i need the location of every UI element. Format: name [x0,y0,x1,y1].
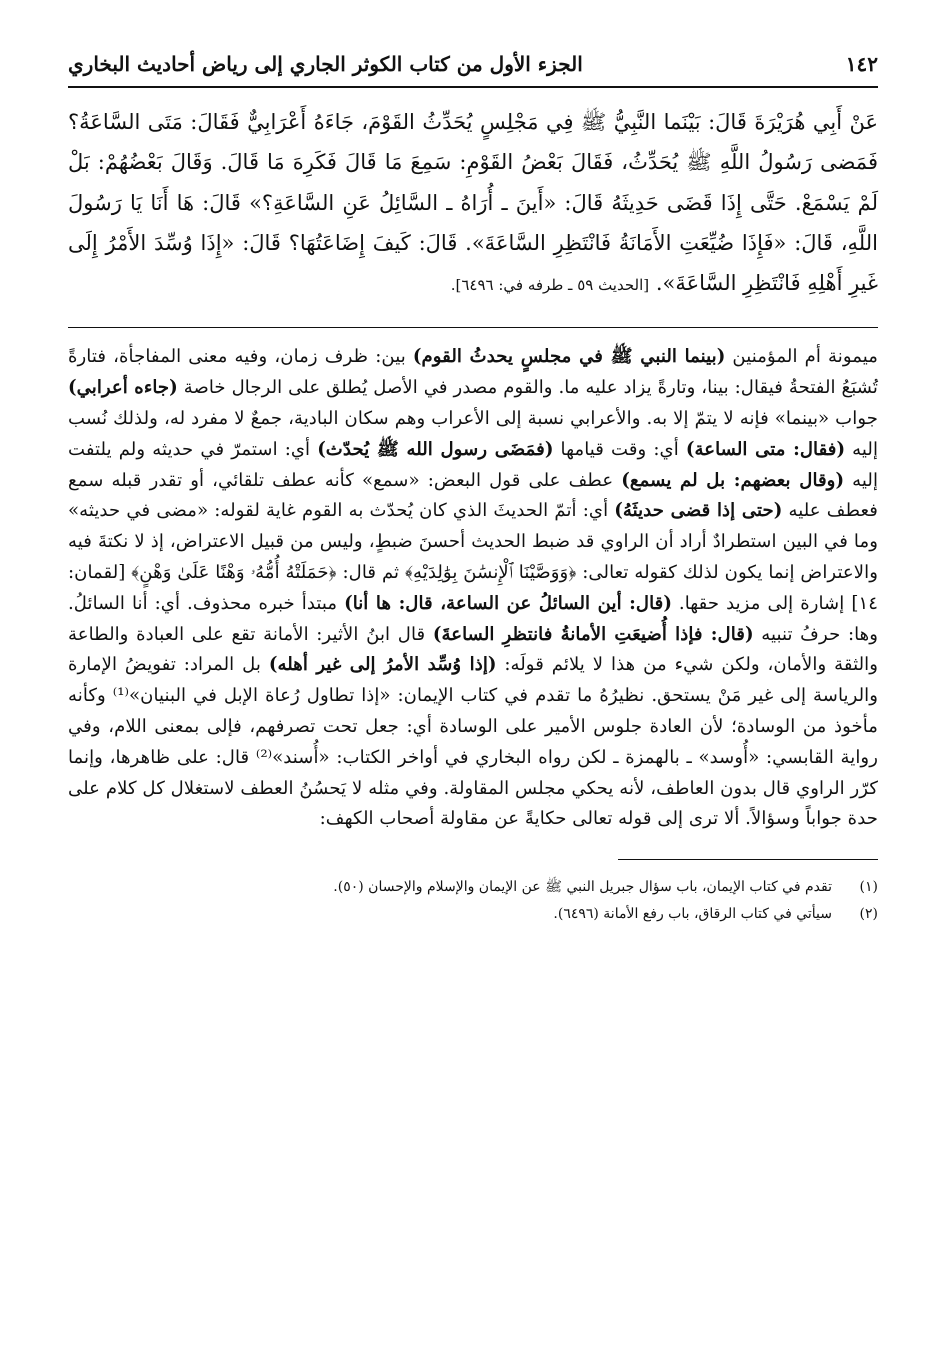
hadith-reference: [الحديث ٥٩ ـ طرفه في: ٦٤٩٦]. [450,276,650,295]
page-number: ١٤٢ [845,52,878,76]
commentary-quote: (فقال: متى الساعة) [685,438,846,460]
commentary-text: جواب «بينما» فإنه لا يتمّ إلا به. والأعرابي نسبة إلى الأعراب وهم سكان البادية، جمعٌ لا مفرد له، ولذلك نُسب إليه [68,408,878,460]
header-rule [68,86,878,88]
commentary-text: أي: وقت قيامها [553,438,686,460]
running-title: الجزء الأول من كتاب الكوثر الجاري إلى رياض أحاديث البخاري [68,52,583,76]
commentary-text: بل المراد: تفويضُ الإمارة والرياسة إلى غير مَنْ يستحق. نظيرُهُ ما تقدم في كتاب الإيمان: «إذا تطاول رُعاة الإبل في البنيان»⁽¹⁾ وكأنه مأخوذ من الوسادة؛ لأن العادة جلوس الأمير على الوسادة أي: جعل تحت تصرفهم، فإلى بمعنى اللام، وفي رواية القابسي: «أُوسد» ـ بالهمزة ـ لكن رواه البخاري في أواخر الكتاب: «أُسند»⁽²⁾ قال: على ظاهرها، وإنما كرّر الراوي قال بدون العاطف، لأنه يحكي مجلس المقاولة. وفي مثله لا يَحسُنُ العطف لاستغلال كل كلام على حدة جواباً وسؤالاً. ألا ترى إلى قوله تعالى حكايةً عن مقاولة أصحاب الكهف: [68,654,879,830]
commentary-text: بين: ظرف زمان، وفيه معنى المفاجأة، فتارةً تُشبَعُ الفتحةُ فيقال: بينا، وتارةً يزاد عليه ما. والقوم مصدر في الأصل يُطلق على الرجال خاصة [68,346,878,399]
commentary-text: قال ابنُ الأثير: الأمانة تقع على العبادة والطاعة والثقة والأمان، ولكن شيء من هذا لا يلائم قولَه: [68,623,878,676]
footnote-text: سيأتي في كتاب الرقاق، باب رفع الأمانة (٦٤٩٦). [553,906,832,923]
commentary-text: ميمونة أم المؤمنين [725,346,878,368]
footnote-text: تقدم في كتاب الإيمان، باب سؤال جبريل النبي ﷺ عن الإيمان والإسلام والإحسان (٥٠). [333,879,832,896]
commentary-text: أي: أتمّ الحديثَ الذي كان يُحدّث به القوم غاية لقوله: «مضى في حديثه» وما في البين استطرادٌ أراد أن الراوي قد ضبط الحديث أحسنَ ضبطٍ، وليس من قبيل الاعتراض، إذ لا نكتةَ فيه والاعتراض إنما يكون لذلك كقوله تعالى: ﴿وَوَصَّيْنَا ٱلْإِنسَٰنَ بِوَٰلِدَيْهِ﴾ ثم قال: ﴿حَمَلَتْهُ أُمُّهُۥ وَهْنًا عَلَىٰ وَهْنٍ﴾ [لقمان: ١٤] إشارة إلى مزيد حقها. [68,500,878,614]
commentary-quote: (حتى إذا قضى حديثَهُ) [614,500,783,522]
commentary-quote: (بينما النبي ﷺ في مجلسٍ يحدثُ القوم) [412,346,726,368]
page [68,44,878,1344]
footnote-divider [618,859,878,860]
commentary-text: أي: استمرّ في حديثه ولم يلتفت إليه [68,438,879,491]
footnote-number: (٢) [859,906,878,923]
commentary-quote: (قال: فإذا أُضيعَتِ الأمانةُ فانتظرِ الساعةَ) [432,623,754,645]
commentary-text: عطف على قول البعض: «سمع» كأنه عطف تلقائي، أو تقدر قبله سمع فعطف عليه [68,469,878,522]
page-header [68,44,878,84]
footnotes [68,874,878,928]
footnote-number: (١) [859,879,878,896]
commentary-quote: (جاءه أعرابي) [68,377,178,399]
hadith-text [68,102,878,305]
hadith-body: عَنْ أَبِي هُرَيْرَةَ قَالَ: بَيْنَما النَّبِيُّ ﷺ فِي مَجْلِسٍ يُحَدِّثُ القَوْمَ، جَاءَهُ أَعْرَابِيٌّ فَقَالَ: مَتَى السَّاعَةُ؟ فَمَضى رَسُولُ اللَّهِ ﷺ يُحَدِّثُ، فَقَالَ بَعْضُ القَوْمِ: سَمِعَ مَا قَالَ فَكَرِهَ مَا قَالَ. وَقَالَ بَعْضُهُمْ: بَلْ لَمْ يَسْمَعْ. حَتَّى إِذَا قَضَى حَدِيثَهُ قَالَ: «أَينَ ـ أُرَاهُ ـ السَّائِلُ عَنِ السَّاعَةِ؟» قَالَ: هَا أَنَا يَا رَسُولَ اللَّهِ، قَالَ: «فَإِذَا ضُيِّعَتِ الأَمَانَةُ فَانْتَظِرِ السَّاعَةَ». قَالَ: كَيفَ إِضَاعَتُهَا؟ قَالَ: «إِذَا وُسِّدَ الأَمْرُ إِلَى غَيرِ أَهْلِهِ فَانْتَظِرِ السَّاعَةَ». [68,110,878,296]
footnote [68,901,878,928]
commentary-quote: (إذا وُسِّد الأمرُ إلى غير أهله) [268,654,497,676]
section-divider [68,327,878,328]
commentary-text: مبتدأ خبره محذوف. أي: أنا السائلُ. وها: حرفُ تنبيه [68,592,879,645]
commentary-quote: (قال: أين السائلُ عن الساعة، قال: ها أنا) [344,592,672,614]
footnote [68,874,878,901]
commentary-quote: (فمَضَى رسول الله ﷺ يُحدّث) [317,438,554,460]
commentary-quote: (وقال بعضهم: بل لم يسمع) [621,469,845,491]
commentary [68,342,878,835]
